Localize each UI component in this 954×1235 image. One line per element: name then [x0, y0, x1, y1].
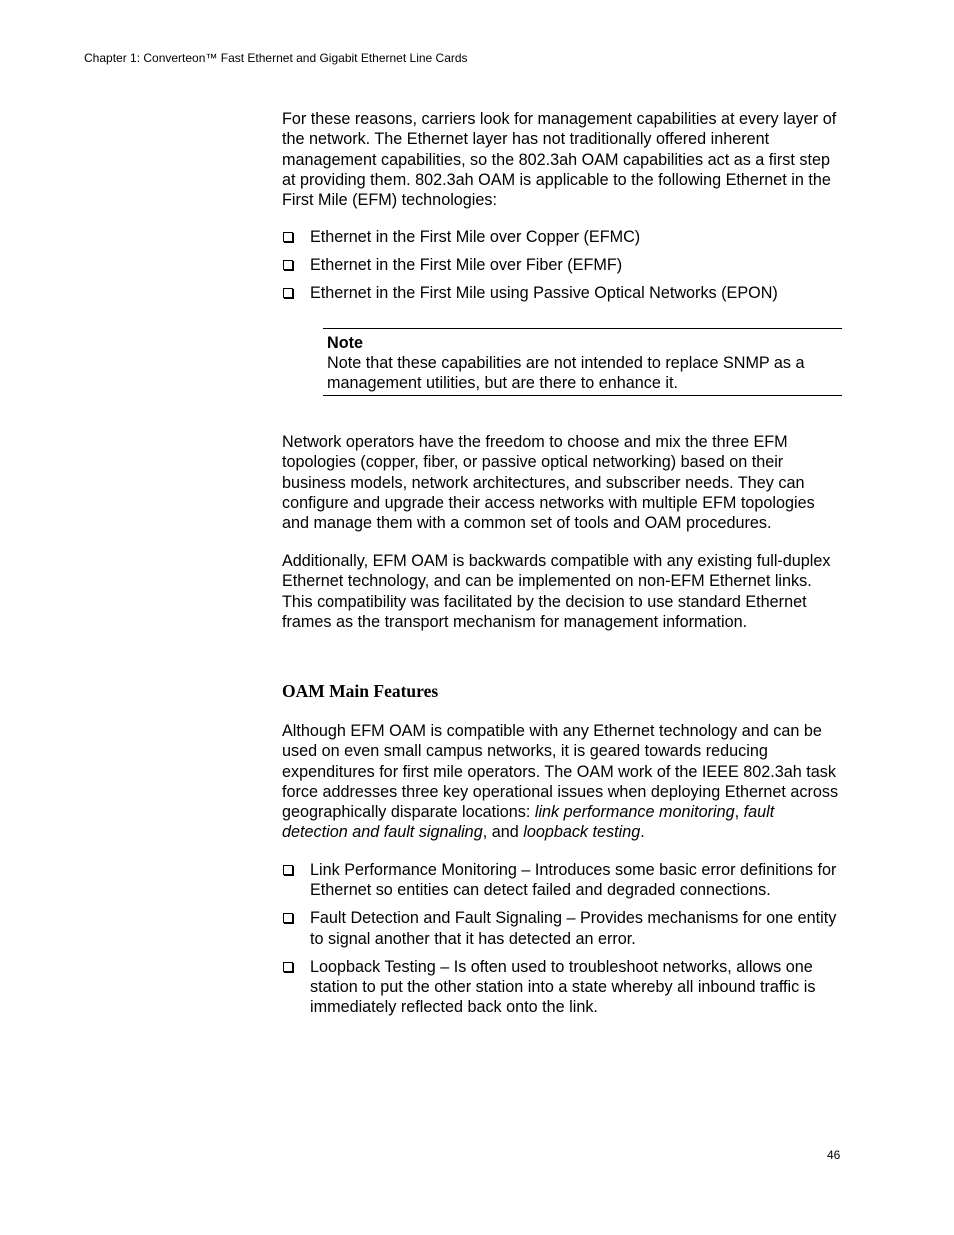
- checkbox-bullet-icon: [283, 865, 293, 875]
- list-item-text: Link Performance Monitoring – Introduces some basic error definitions for Ethernet so entities can detect failed and degraded connections.: [310, 861, 837, 900]
- page-number: 46: [827, 1148, 841, 1162]
- separator: ,: [734, 803, 744, 822]
- features-text: Although EFM OAM is compatible with any Ethernet technology and can be used on even small campus networks, it is geared towards reducing expenditures for first mile operators. The OAM work of the IEEE 802.3ah task force addresses three key operational issues when deploying Ethernet across geographically disparate locations:: [282, 722, 839, 822]
- checkbox-bullet-icon: [283, 232, 293, 242]
- list-item: [282, 255, 842, 275]
- note-box: [323, 328, 842, 396]
- intro-paragraph: For these reasons, carriers look for management capabilities at every layer of the network. The Ethernet layer has not traditionally offered inherent management capabilities, so the 802.3ah OAM capabilities act as a first step at providing them. 802.3ah OAM is applicable to the following Ethernet in the First Mile (EFM) technologies:: [282, 110, 837, 210]
- running-header: Chapter 1: Converteon™ Fast Ethernet and Gigabit Ethernet Line Cards: [84, 51, 468, 65]
- checkbox-bullet-icon: [283, 288, 293, 298]
- term-loopback-testing: loopback testing: [523, 823, 641, 842]
- list-item: [282, 860, 842, 901]
- body-paragraph: Network operators have the freedom to choose and mix the three EFM topologies (copper, fiber, or passive optical networking) based on their business models, network architectures, and subscriber needs. They can configure and upgrade their access networks with multiple EFM topologies and manage them with a common set of tools and OAM procedures.: [282, 433, 815, 533]
- list-item: [282, 227, 842, 247]
- list-item-text: Fault Detection and Fault Signaling – Provides mechanisms for one entity to signal another that it has detected an error.: [310, 909, 837, 948]
- checkbox-bullet-icon: [283, 260, 293, 270]
- list-item: [282, 283, 842, 303]
- note-text: Note that these capabilities are not intended to replace SNMP as a management utilities, but are there to enhance it.: [327, 354, 805, 393]
- features-list: [282, 860, 842, 1017]
- note-heading: Note: [327, 334, 363, 352]
- terminal-period: .: [640, 823, 645, 842]
- section-heading: OAM Main Features: [282, 681, 439, 701]
- term-fault-detection: fault detection and fault signaling: [282, 803, 775, 842]
- features-paragraph: [282, 721, 842, 843]
- checkbox-bullet-icon: [283, 962, 293, 972]
- term-link-performance: link performance monitoring: [534, 803, 735, 822]
- list-item: [282, 908, 842, 949]
- separator: , and: [482, 823, 524, 842]
- checkbox-bullet-icon: [283, 913, 293, 923]
- technology-list: [282, 227, 842, 303]
- body-paragraph: Additionally, EFM OAM is backwards compatible with any existing full-duplex Ethernet technology, and can be implemented on non-EFM Ethernet links. This compatibility was facilitated by the decision to use standard Ethernet frames as the transport mechanism for management information.: [282, 552, 831, 631]
- list-item: [282, 957, 842, 1018]
- list-item-text: Loopback Testing – Is often used to troubleshoot networks, allows one station to put the other station into a state whereby all inbound traffic is immediately reflected back onto the link.: [310, 957, 816, 1017]
- list-item-text: Ethernet in the First Mile over Copper (EFMC): [310, 228, 641, 246]
- list-item-text: Ethernet in the First Mile using Passive Optical Networks (EPON): [310, 283, 778, 302]
- list-item-text: Ethernet in the First Mile over Fiber (EFMF): [310, 255, 623, 274]
